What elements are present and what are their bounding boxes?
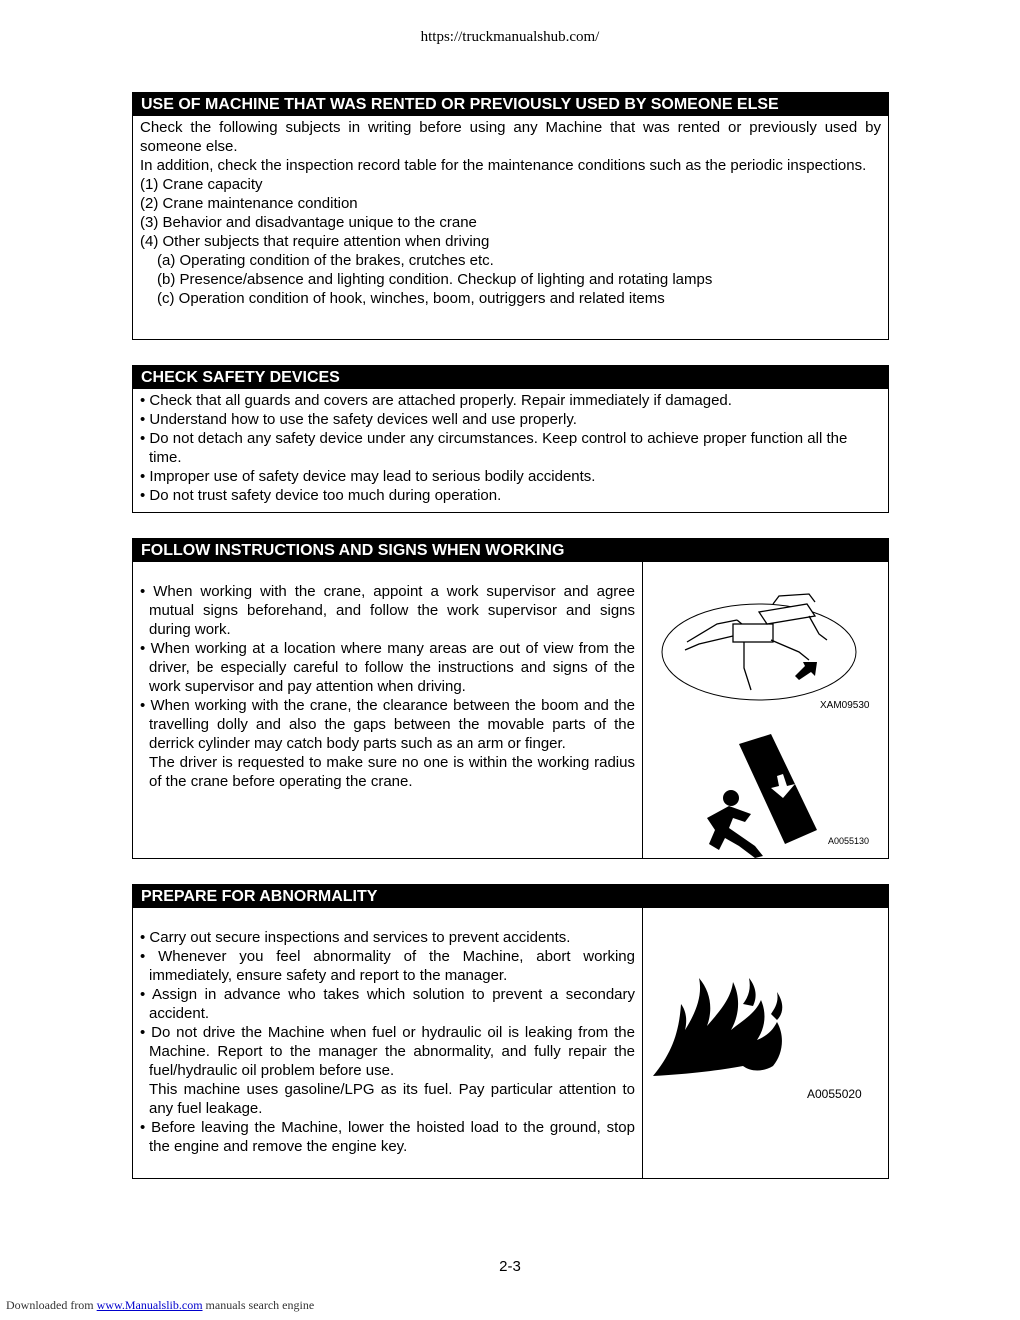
footer-suffix: manuals search engine xyxy=(205,1298,315,1312)
bullet-item: • When working at a location where many areas are out of view from the driver, be especially careful to follow the instructions and signs of the work supervisor and pay attention when driving. xyxy=(140,640,635,695)
site-url: https://truckmanualshub.com/ xyxy=(420,29,600,45)
bullet-item: • Understand how to use the safety devices well and use properly. xyxy=(140,411,577,428)
section-follow-instructions xyxy=(132,538,889,859)
bullet-item: • When working with the crane, the clearance between the boom and the travelling dolly and also the gaps between the movable parts of the derrick cylinder may catch body parts such as an arm or finger. xyxy=(140,697,635,752)
list-item: (3) Behavior and disadvantage unique to the crane xyxy=(140,214,477,231)
bullet-item: • Assign in advance who takes which solution to prevent a secondary accident. xyxy=(140,986,635,1022)
bullet-item: • Before leaving the Machine, lower the hoisted load to the ground, stop the engine and remove the engine key. xyxy=(140,1119,635,1155)
bullet-item: • Improper use of safety device may lead to serious bodily accidents. xyxy=(140,468,596,485)
bullet-item: • Check that all guards and covers are attached properly. Repair immediately if damaged. xyxy=(140,392,732,409)
bullet-item: • Carry out secure inspections and services to prevent accidents. xyxy=(140,929,571,946)
image-code: A0055020 xyxy=(807,1087,862,1101)
section-rented-machine xyxy=(132,92,889,340)
list-item: (1) Crane capacity xyxy=(140,176,263,193)
paragraph: The driver is requested to make sure no one is within the working radius of the crane before operating the crane. xyxy=(149,754,635,790)
page-number: 2-3 xyxy=(499,1258,521,1275)
bullet-item: • Do not trust safety device too much during operation. xyxy=(140,487,502,504)
bullet-item: • When working with the crane, appoint a work supervisor and agree mutual signs beforehand, and follow the work supervisor and signs during work. xyxy=(140,583,635,638)
paragraph: This machine uses gasoline/LPG as its fuel. Pay particular attention to any fuel leakage. xyxy=(149,1081,635,1117)
footer-prefix: Downloaded from xyxy=(6,1298,94,1312)
list-item: (4) Other subjects that require attention when driving xyxy=(140,233,490,250)
section-title: FOLLOW INSTRUCTIONS AND SIGNS WHEN WORKING xyxy=(133,539,888,562)
sub-list-item: (b) Presence/absence and lighting condition. Checkup of lighting and rotating lamps xyxy=(157,271,713,288)
manualslib-link[interactable]: www.Manualslib.com xyxy=(96,1298,203,1312)
image-code: XAM09530 xyxy=(820,700,870,711)
sub-list-item: (c) Operation condition of hook, winches, boom, outriggers and related items xyxy=(157,290,665,307)
list-item: (2) Crane maintenance condition xyxy=(140,195,358,212)
bullet-item: • Do not detach any safety device under any circumstances. Keep control to achieve proper function all the time. xyxy=(140,430,848,466)
fire-icon xyxy=(651,974,801,1084)
crushing-hazard-icon xyxy=(699,734,819,864)
paragraph: In addition, check the inspection record table for the maintenance conditions such as the periodic inspections. xyxy=(140,157,867,174)
section-check-safety-devices xyxy=(132,365,889,513)
section-title: CHECK SAFETY DEVICES xyxy=(133,366,888,389)
bullet-item: • Whenever you feel abnormality of the Machine, abort working immediately, ensure safety and report to the manager. xyxy=(140,948,635,984)
sub-list-item: (a) Operating condition of the brakes, crutches etc. xyxy=(157,252,494,269)
section-prepare-abnormality xyxy=(132,884,889,1179)
bullet-item: • Do not drive the Machine when fuel or hydraulic oil is leaking from the Machine. Report to the manager the abnormality, and fully repair the fuel/hydraulic oil problem before use. xyxy=(140,1024,635,1079)
crane-illustration xyxy=(659,590,859,710)
download-footer xyxy=(6,1298,314,1313)
section-title: USE OF MACHINE THAT WAS RENTED OR PREVIOUSLY USED BY SOMEONE ELSE xyxy=(133,93,888,116)
section-title: PREPARE FOR ABNORMALITY xyxy=(133,885,888,908)
paragraph: Check the following subjects in writing before using any Machine that was rented or previously used by someone else. xyxy=(140,119,881,155)
image-code: A0055130 xyxy=(828,836,870,846)
